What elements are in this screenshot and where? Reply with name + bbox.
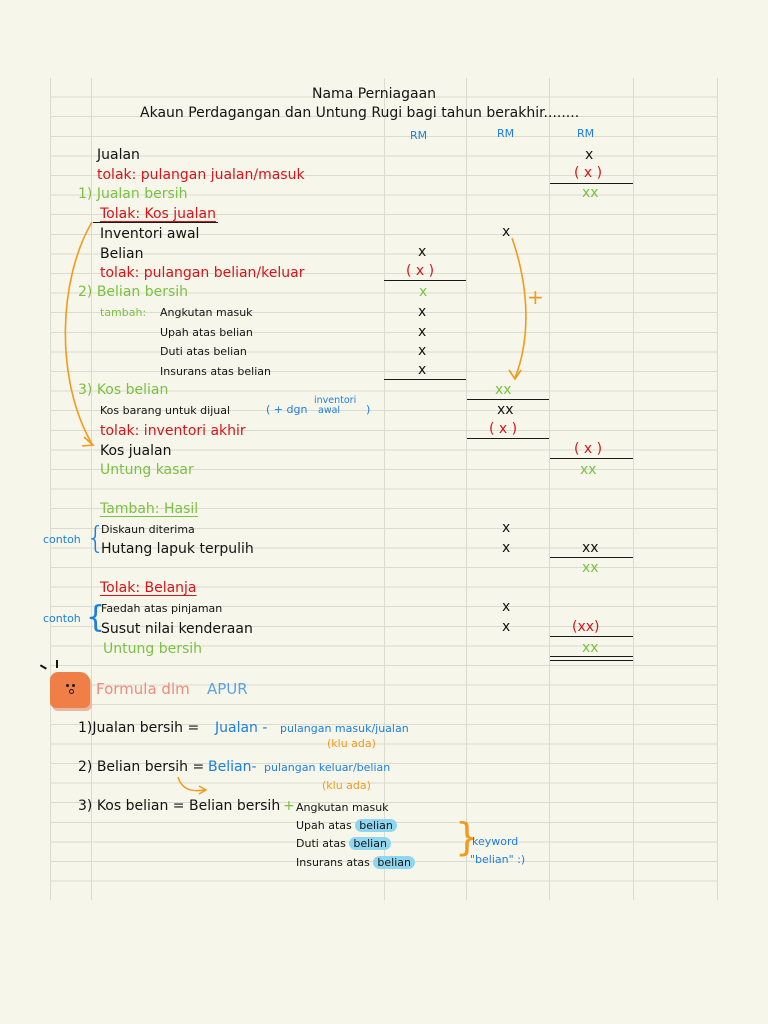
kos-barang-amount: xx	[497, 402, 514, 418]
formula3-angkutan: Angkutan masuk	[296, 801, 389, 814]
inventori-awal-label: Inventori awal	[100, 226, 200, 242]
formula1-pulangan: pulangan masuk/jualan	[280, 722, 409, 735]
kos-barang-note-close: )	[366, 403, 371, 416]
insurans-label: Insurans atas belian	[160, 365, 271, 378]
formula2-label: 2) Belian bersih =	[78, 759, 205, 775]
contoh-label-1: contoh	[43, 533, 81, 546]
diskaun-amount: x	[502, 520, 511, 536]
belian-highlight: belian	[373, 856, 415, 869]
brace-1: {	[86, 521, 106, 556]
formula3-duti: Duti atas belian	[296, 835, 391, 853]
formula3-label: 3) Kos belian = Belian bersih	[78, 798, 281, 814]
upah-amount: x	[418, 324, 427, 340]
diskaun-label: Diskaun diterima	[101, 523, 195, 536]
kos-belian-label: 3) Kos belian	[78, 382, 169, 398]
pulangan-belian-amount: ( x )	[406, 263, 435, 279]
subtotal-rule	[550, 458, 633, 459]
belian-highlight: belian	[349, 837, 391, 850]
subtotal-rule	[467, 438, 549, 439]
inventori-awal-amount: x	[502, 224, 511, 240]
faedah-label: Faedah atas pinjaman	[101, 602, 223, 615]
formula3-upah: Upah atas belian	[296, 817, 397, 835]
business-name: Nama Perniagaan	[312, 86, 437, 102]
belian-bersih-label: 2) Belian bersih	[78, 284, 189, 300]
jualan-bersih-amount: xx	[582, 185, 599, 201]
formula2-note: (klu ada)	[322, 779, 371, 792]
susut-nilai-label: Susut nilai kenderaan	[101, 621, 253, 637]
belian-label: Belian	[100, 246, 144, 262]
hutang-lapuk-label: Hutang lapuk terpulih	[101, 541, 254, 557]
after-hasil-amount: xx	[582, 560, 599, 576]
brace-2: {	[86, 600, 106, 635]
inventori-akhir-label: tolak: inventori akhir	[100, 423, 246, 439]
duti-label: Duti atas belian	[160, 345, 247, 358]
plus-sign: +	[527, 285, 544, 309]
jualan-amount: x	[585, 147, 594, 163]
jualan-bersih-label: 1) Jualan bersih	[78, 186, 188, 202]
keyword-label: keyword	[472, 835, 519, 848]
untung-bersih-amount: xx	[582, 640, 599, 656]
formula2-belian: Belian-	[208, 759, 257, 775]
subtotal-rule	[550, 636, 633, 637]
insurans-amount: x	[418, 362, 427, 378]
tolak-belanja-heading: Tolak: Belanja	[100, 580, 197, 596]
belian-bersih-amount: x	[419, 284, 428, 300]
belian-highlight: belian	[355, 819, 397, 832]
kos-barang-note-bottom: awal	[318, 405, 341, 416]
untung-kasar-amount: xx	[580, 462, 597, 478]
upah-label: Upah atas belian	[160, 326, 253, 339]
heading-underline	[93, 222, 218, 223]
untung-bersih-label: Untung bersih	[103, 641, 203, 657]
angkutan-masuk-label: Angkutan masuk	[160, 306, 253, 319]
col-header-2: RM	[497, 127, 515, 140]
pulangan-jualan-label: tolak: pulangan jualan/masuk	[97, 167, 305, 183]
col-header-3: RM	[577, 127, 595, 140]
untung-kasar-label: Untung kasar	[100, 462, 194, 478]
subtotal-rule	[550, 557, 633, 558]
kos-belian-amount: xx	[495, 382, 512, 398]
keyword-belian: "belian" :)	[470, 853, 526, 866]
keyword-brace: }	[455, 815, 480, 859]
contoh-label-2: contoh	[43, 612, 81, 625]
angkutan-masuk-amount: x	[418, 304, 427, 320]
formula-heading-apur: APUR	[207, 680, 248, 698]
sticker-icon	[50, 672, 90, 708]
susut-nilai-amount: x	[502, 619, 511, 635]
tambah-hasil-heading: Tambah: Hasil	[100, 501, 199, 517]
hutang-lapuk-amount: x	[502, 540, 511, 556]
account-title: Akaun Perdagangan dan Untung Rugi bagi tahun berakhir........	[140, 105, 580, 121]
formula-heading: Formula dlm	[96, 680, 190, 698]
formula3-insurans: Insurans atas belian	[296, 854, 415, 872]
belian-amount: x	[418, 244, 427, 260]
pulangan-jualan-amount: ( x )	[574, 165, 603, 181]
tambah-label: tambah:	[100, 306, 147, 319]
formula2-pulangan: pulangan keluar/belian	[264, 761, 391, 774]
formula1-label: 1)Jualan bersih =	[78, 720, 200, 736]
jualan-label: Jualan	[97, 147, 140, 163]
hasil-total-amount: xx	[582, 540, 599, 556]
belanja-total-amount: (xx)	[572, 619, 600, 635]
kos-barang-note-top: inventori	[314, 395, 357, 406]
inventori-akhir-amount: ( x )	[489, 421, 518, 437]
subtotal-rule	[384, 379, 466, 380]
formula1-note: (klu ada)	[327, 737, 376, 750]
col-header-1: RM	[410, 129, 428, 142]
formula3-plus: +	[283, 798, 295, 814]
kos-jualan-label: Kos jualan	[100, 443, 172, 459]
formula1-jualan: Jualan -	[215, 720, 268, 736]
kos-barang-label: Kos barang untuk dijual	[100, 404, 231, 417]
kos-barang-note-open: ( + dgn	[266, 403, 308, 416]
faedah-amount: x	[502, 599, 511, 615]
double-underline	[550, 656, 633, 661]
pulangan-belian-label: tolak: pulangan belian/keluar	[100, 265, 305, 281]
duti-amount: x	[418, 343, 427, 359]
subtotal-rule	[384, 280, 466, 281]
tolak-kos-jualan-heading: Tolak: Kos jualan	[100, 206, 216, 222]
subtotal-rule	[467, 399, 549, 400]
kos-jualan-amount: ( x )	[574, 441, 603, 457]
